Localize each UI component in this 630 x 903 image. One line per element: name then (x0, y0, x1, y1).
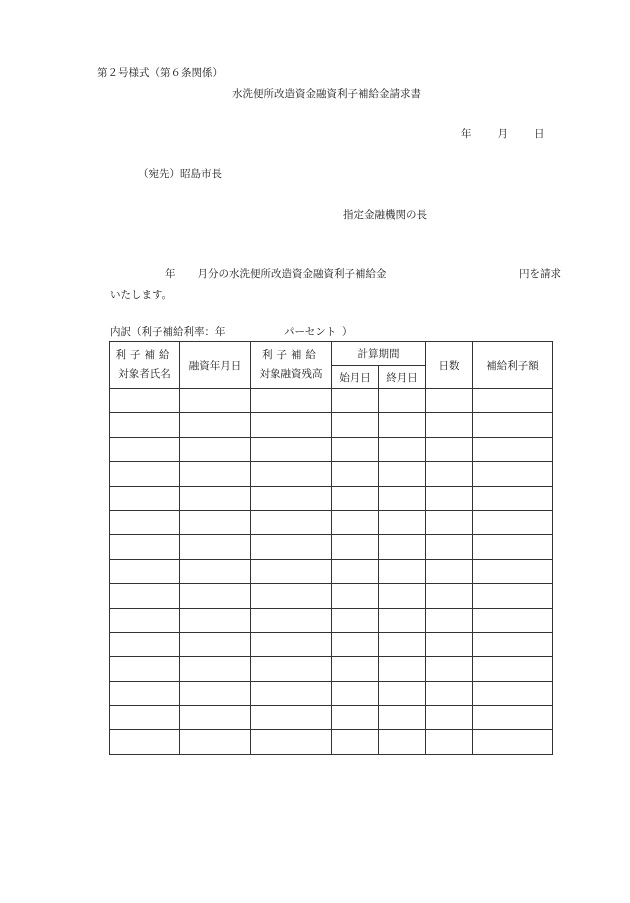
table-cell (180, 413, 251, 437)
table-row (110, 437, 553, 461)
table-cell (251, 413, 332, 437)
table-cell (473, 535, 553, 559)
table-cell (251, 559, 332, 583)
table-cell (180, 681, 251, 705)
table-cell (180, 437, 251, 461)
table-cell (251, 462, 332, 486)
table-cell (110, 559, 180, 583)
table-row (110, 706, 553, 730)
header-subsidy-recipient: 利子補給 対象者氏名 (110, 342, 180, 389)
table-cell (110, 681, 180, 705)
table-row (110, 584, 553, 608)
table-cell (332, 657, 379, 681)
table-cell (251, 535, 332, 559)
table-cell (379, 559, 426, 583)
table-cell (473, 559, 553, 583)
table-cell (473, 510, 553, 534)
table-cell (473, 462, 553, 486)
breakdown-label (110, 326, 353, 339)
table-cell (332, 559, 379, 583)
subsidy-table (109, 341, 553, 755)
table-cell (251, 486, 332, 510)
header-days: 日数 (426, 342, 473, 389)
table-cell (473, 437, 553, 461)
table-cell (426, 437, 473, 461)
table-cell (180, 657, 251, 681)
table-cell (473, 389, 553, 413)
table-cell (180, 486, 251, 510)
body-text: 月分の水洗便所改造資金融資利子補給金 (197, 268, 387, 280)
table-cell (426, 486, 473, 510)
breakdown-close: ） (342, 326, 353, 338)
table-cell (332, 632, 379, 656)
body-text-line2: いたします。 (110, 289, 173, 301)
form-number: 第２号様式（第６条関係） (97, 67, 223, 79)
table-cell (332, 608, 379, 632)
document-title: 水洗便所改造資金融資利子補給金請求書 (232, 88, 421, 100)
table-cell (379, 535, 426, 559)
table-cell (379, 632, 426, 656)
table-cell (473, 486, 553, 510)
table-cell (110, 486, 180, 510)
table-cell (251, 730, 332, 754)
table-cell (332, 389, 379, 413)
table-cell (379, 584, 426, 608)
table-cell (473, 584, 553, 608)
table-cell (379, 510, 426, 534)
date-day: 日 (534, 128, 545, 140)
table-row (110, 632, 553, 656)
table-cell (426, 535, 473, 559)
body-amount-tail: 円を請求 (519, 268, 561, 280)
table-cell (110, 437, 180, 461)
table-cell (180, 608, 251, 632)
table-cell (473, 632, 553, 656)
table-cell (332, 681, 379, 705)
table-cell (379, 437, 426, 461)
table-row (110, 559, 553, 583)
table-row (110, 510, 553, 534)
table-cell (332, 510, 379, 534)
table-cell (426, 730, 473, 754)
table-row (110, 389, 553, 413)
breakdown-prefix: 内訳（利子補給利率：年 (110, 326, 226, 338)
table-cell (426, 389, 473, 413)
table-cell (426, 510, 473, 534)
breakdown-unit: パーセント (284, 326, 337, 338)
table-cell (379, 730, 426, 754)
table-cell (110, 584, 180, 608)
table-cell (332, 462, 379, 486)
table-cell (251, 657, 332, 681)
table-cell (110, 389, 180, 413)
table-cell (332, 584, 379, 608)
table-cell (426, 584, 473, 608)
table-cell (473, 681, 553, 705)
table-cell (110, 632, 180, 656)
table-row (110, 730, 553, 754)
table-row (110, 535, 553, 559)
table-cell (251, 437, 332, 461)
table-cell (379, 462, 426, 486)
header-start-date: 始月日 (332, 366, 379, 389)
table-cell (180, 389, 251, 413)
table-row (110, 657, 553, 681)
table-row (110, 608, 553, 632)
table-cell (379, 608, 426, 632)
table-cell (426, 632, 473, 656)
table-cell (251, 681, 332, 705)
table-cell (110, 706, 180, 730)
table-row (110, 413, 553, 437)
table-cell (110, 535, 180, 559)
table-cell (110, 608, 180, 632)
table-cell (332, 535, 379, 559)
table-cell (110, 657, 180, 681)
table-cell (379, 486, 426, 510)
table-body (110, 389, 553, 755)
table-cell (180, 462, 251, 486)
table-cell (251, 510, 332, 534)
table-cell (473, 413, 553, 437)
table-cell (379, 389, 426, 413)
table-cell (110, 413, 180, 437)
table-cell (473, 706, 553, 730)
table-row (110, 681, 553, 705)
table-cell (251, 632, 332, 656)
table-cell (110, 510, 180, 534)
table-cell (426, 413, 473, 437)
table-cell (332, 706, 379, 730)
table-cell (379, 706, 426, 730)
header-end-date: 終月日 (379, 366, 426, 389)
table-cell (110, 462, 180, 486)
sender: 指定金融機関の長 (343, 209, 427, 221)
table-cell (180, 535, 251, 559)
header-calc-period: 計算期間 (332, 342, 426, 366)
table-cell (473, 608, 553, 632)
table-cell (251, 389, 332, 413)
addressee: （宛先）昭島市長 (138, 168, 222, 180)
table-cell (426, 681, 473, 705)
table-cell (332, 413, 379, 437)
header-loan-date: 融資年月日 (180, 342, 251, 389)
header-subsidy-amount: 補給利子額 (473, 342, 553, 389)
table-cell (251, 706, 332, 730)
body-year: 年 (165, 268, 176, 280)
date-line (461, 128, 545, 141)
table-cell (332, 437, 379, 461)
table-row (110, 462, 553, 486)
table-cell (110, 730, 180, 754)
date-month: 月 (497, 128, 508, 140)
table-cell (180, 730, 251, 754)
table-cell (180, 706, 251, 730)
header-loan-balance: 利子補給 対象融資残高 (251, 342, 332, 389)
table-cell (379, 413, 426, 437)
table-cell (332, 486, 379, 510)
table-cell (426, 657, 473, 681)
table-cell (426, 462, 473, 486)
table-cell (473, 657, 553, 681)
body-text-line1 (165, 268, 561, 281)
table-cell (251, 584, 332, 608)
table-cell (426, 706, 473, 730)
table-cell (473, 730, 553, 754)
table-row (110, 486, 553, 510)
date-year: 年 (461, 128, 472, 140)
table-cell (180, 510, 251, 534)
table-cell (426, 608, 473, 632)
table-cell (332, 730, 379, 754)
table-cell (180, 584, 251, 608)
table-cell (251, 608, 332, 632)
table-cell (426, 559, 473, 583)
table-cell (379, 657, 426, 681)
table-cell (180, 559, 251, 583)
table-cell (180, 632, 251, 656)
table-cell (379, 681, 426, 705)
